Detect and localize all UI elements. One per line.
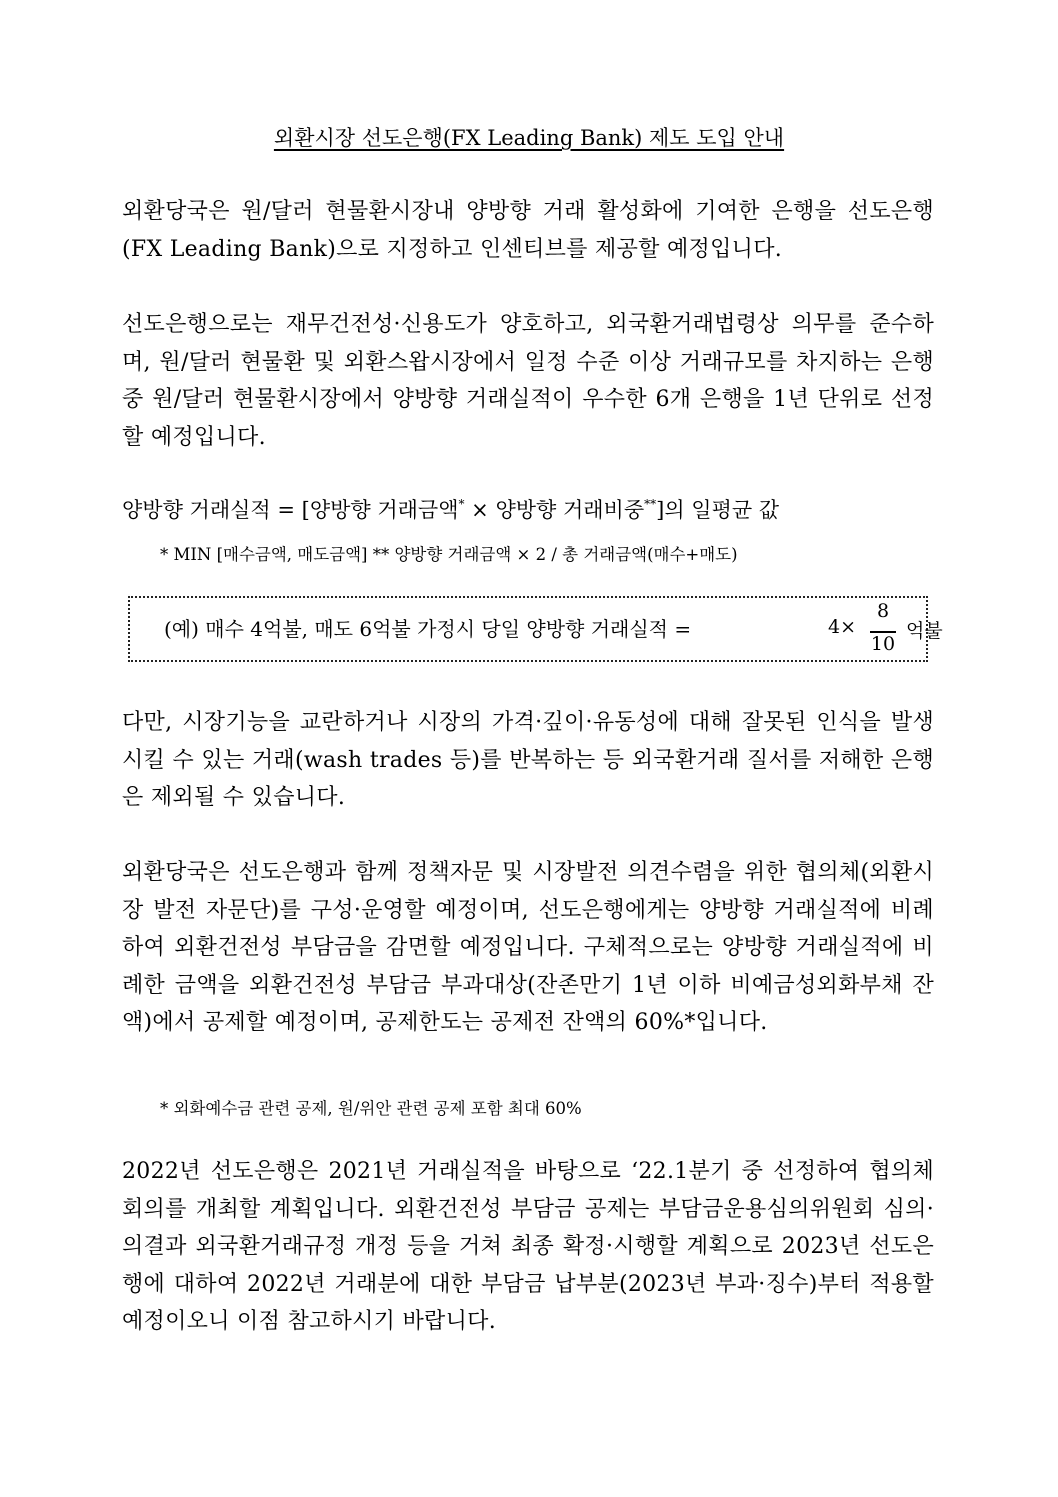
document-title <box>0 118 1058 158</box>
incentives-footnote: * 외화예수금 관련 공제, 원/위안 관련 공제 포함 최대 60% <box>160 1099 582 1118</box>
document-title-text: 외환시장 선도은행(FX Leading Bank) 제도 도입 안내 <box>273 126 785 150</box>
example-multiplier: 4× <box>828 616 857 638</box>
formula-prefix: 양방향 거래실적 = [양방향 거래금액 <box>122 498 459 522</box>
example-fraction <box>828 600 1058 660</box>
paragraph-schedule: 2022년 선도은행은 2021년 거래실적을 바탕으로 ‘22.1분기 중 선정하여 협의체 회의를 개최할 계획입니다. 외환건전성 부담금 공제는 부담금운용심의위원회 심의·의결과 외국환거래규정 개정 등을 거쳐 최종 확정·시행할 계획으로 2023년 선도은행에 대하여 2022년 거래분에 대한 부담금 납부분(2023년 부과·징수)부터 적용할 예정이오니 이점 참고하시기 바랍니다. <box>122 1159 934 1334</box>
paragraph-incentives: 외환당국은 선도은행과 함께 정책자문 및 시장발전 의견수렴을 위한 협의체(외환시장 발전 자문단)를 구성·운영할 예정이며, 선도은행에게는 양방향 거래실적에 비례하여 외환건전성 부담금을 감면할 예정입니다. 구체적으로는 양방향 거래실적에 비례한 금액을 외환건전성 부담금 부과대상(잔존만기 1년 이하 비예금성외화부채 잔액)에서 공제할 예정이며, 공제한도는 공제전 잔액의 60%*입니다. <box>122 860 934 1035</box>
paragraph-selection-criteria: 선도은행으로는 재무건전성·신용도가 양호하고, 외국환거래법령상 의무를 준수하며, 원/달러 현물환 및 외환스왑시장에서 일정 수준 이상 거래규모를 차지하는 은행 중 원/달러 현물환시장에서 양방향 거래실적이 우수한 6개 은행을 1년 단위로 선정할 예정입니다. <box>122 312 934 450</box>
formula-mark-2: ** <box>644 497 657 511</box>
formula-footnote: * MIN [매수금액, 매도금액] ** 양방향 거래금액 × 2 / 총 거래금액(매수+매도) <box>160 545 738 564</box>
example-box <box>128 596 943 662</box>
paragraph-exclusion: 다만, 시장기능을 교란하거나 시장의 가격·깊이·유동성에 대해 잘못된 인식을 발생시킬 수 있는 거래(wash trades 등)를 반복하는 등 외국환거래 질서를 저해한 은행은 제외될 수 있습니다. <box>122 710 934 810</box>
example-text: (예) 매수 4억불, 매도 6억불 가정시 당일 양방향 거래실적 = <box>164 617 692 641</box>
formula-line <box>122 492 934 528</box>
fraction-denominator: 10 <box>870 633 896 655</box>
fraction-numerator: 8 <box>876 600 890 622</box>
paragraph-intro: 외환당국은 원/달러 현물환시장내 양방향 거래 활성화에 기여한 은행을 선도은행(FX Leading Bank)으로 지정하고 인센티브를 제공할 예정입니다. <box>122 199 934 262</box>
formula-middle: × 양방향 거래비중 <box>464 498 645 522</box>
formula-suffix: ]의 일평균 값 <box>656 498 780 522</box>
formula-mark-1: * <box>458 497 465 511</box>
example-unit: 억불 <box>906 620 943 642</box>
